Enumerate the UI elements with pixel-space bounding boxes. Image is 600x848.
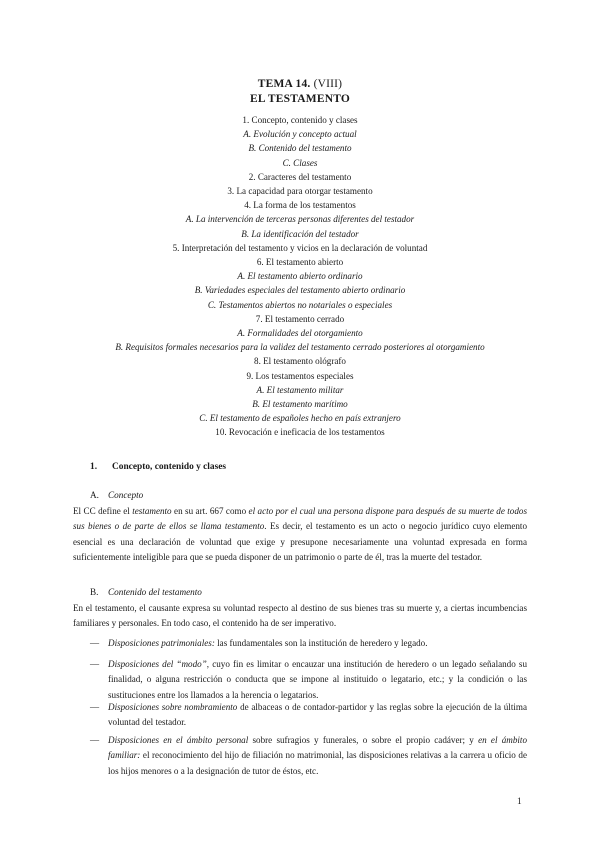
toc-subitem: A. El testamento abierto ordinario bbox=[237, 271, 363, 282]
dash-bullet: — bbox=[90, 702, 100, 712]
subsection-title: Contenido del testamento bbox=[108, 587, 202, 597]
subsection-letter: A. bbox=[90, 490, 99, 500]
toc-item: 5. Interpretación del testamento y vicios en la declaración de voluntad bbox=[172, 242, 428, 253]
bullet-italic: Disposiciones sobre nombramiento bbox=[108, 702, 238, 712]
paragraph-contenido: En el testamento, el causante expresa su voluntad respecto al destino de sus bienes tras su muerte y, a ciertas incumbencias familiares y personales. En todo caso, el contenido ha de ser imperativo. bbox=[73, 603, 527, 629]
para-text: El CC define el bbox=[73, 506, 133, 516]
title-normal: (VIII) bbox=[313, 78, 343, 90]
paragraph-concepto bbox=[73, 504, 527, 565]
toc-item: 3. La capacidad para otorgar testamento bbox=[227, 186, 373, 197]
toc-subitem: A. La intervención de terceras personas diferentes del testador bbox=[185, 214, 415, 225]
bullet-italic: Disposiciones del “modo”, bbox=[108, 659, 210, 669]
para-italic: testamento bbox=[132, 506, 172, 516]
toc-subitem: C. El testamento de españoles hecho en país extranjero bbox=[199, 413, 401, 424]
toc-item: 6. El testamento abierto bbox=[256, 257, 344, 268]
dash-bullet: — bbox=[90, 638, 100, 648]
dash-bullet: — bbox=[90, 735, 100, 745]
page-title bbox=[0, 78, 600, 90]
bullet-italic: Disposiciones patrimoniales: bbox=[108, 638, 215, 648]
bullet-text: el reconocimiento del hijo de filiación no matrimonial, las disposiciones relativas a la carrera u oficio de los hijos menores o a la designación de tutor de éstos, etc. bbox=[108, 750, 527, 776]
dash-bullet: — bbox=[90, 659, 100, 669]
table-of-contents bbox=[40, 113, 560, 440]
toc-item: 1. Concepto, contenido y clases bbox=[242, 115, 358, 125]
toc-item: 8. El testamento ológrafo bbox=[254, 356, 346, 367]
title-bold: TEMA 14. bbox=[257, 78, 311, 90]
toc-subitem: B. Variedades especiales del testamento abierto ordinario bbox=[194, 285, 406, 296]
subsection-letter: B. bbox=[90, 587, 99, 597]
list-item bbox=[90, 636, 527, 651]
toc-item: 2. Caracteres del testamento bbox=[248, 171, 352, 182]
bullet-text: sobre sufragios y funerales, o sobre el propio cadáver; y bbox=[248, 735, 479, 745]
section-heading bbox=[90, 462, 226, 472]
section-number: 1. bbox=[90, 462, 98, 472]
toc-subitem: C. Clases bbox=[282, 157, 318, 168]
toc-item: 7. El testamento cerrado bbox=[255, 313, 345, 324]
subsection-title: Concepto bbox=[108, 490, 144, 500]
bullet-italic: en el ámbito familiar: bbox=[108, 735, 527, 761]
list-item bbox=[90, 733, 527, 779]
list-item bbox=[90, 700, 527, 731]
subsection-heading-b bbox=[90, 587, 202, 597]
para-text: en su art. 667 como bbox=[171, 506, 249, 516]
toc-subitem: B. Contenido del testamento bbox=[248, 143, 352, 154]
page-subtitle: EL TESTAMENTO bbox=[249, 93, 351, 105]
bullet-text: cuyo fin es limitar o encauzar una institución de heredero o un legado señalando su finalidad, o alguna restricción o conducta que se impone al instituido o legatario, etc.; y la condición o las sustituciones entre los llamados a la herencia o legatarios. bbox=[108, 659, 528, 700]
page-number: 1 bbox=[517, 797, 522, 807]
bullet-italic: Disposiciones en el ámbito personal bbox=[108, 735, 249, 745]
subsection-heading-a bbox=[90, 490, 143, 500]
para-italic: el acto por el cual una persona dispone para después de su muerte de todos sus bienes o de parte de ellos se llama testamento bbox=[73, 506, 527, 532]
toc-item: 10. Revocación e ineficacia de los testamentos bbox=[215, 427, 385, 438]
toc-subitem: B. La identificación del testador bbox=[241, 228, 359, 239]
toc-subitem: A. Formalidades del otorgamiento bbox=[237, 328, 363, 339]
para-text: . Es decir, el testamento es un acto o negocio jurídico cuyo elemento esencial es una declaración de voluntad que exige y presupone necesariamente una voluntad expresada en forma suficientemente inteligible para que se pueda disponer de un patrimonio o parte de él, tras la muerte del testador. bbox=[73, 521, 527, 562]
toc-subitem: B. El testamento marítimo bbox=[252, 399, 348, 410]
toc-subitem: C. Testamentos abiertos no notariales o especiales bbox=[207, 299, 393, 310]
bullet-text: las fundamentales son la institución de heredero y legado. bbox=[214, 638, 428, 648]
toc-item: 9. Los testamentos especiales bbox=[246, 370, 354, 381]
list-item bbox=[90, 657, 527, 703]
toc-subitem: A. Evolución y concepto actual bbox=[243, 129, 357, 140]
bullet-text: de albaceas o de contador-partidor y las reglas sobre la ejecución de la última voluntad del testador. bbox=[108, 702, 527, 728]
toc-subitem: A. El testamento militar bbox=[256, 384, 344, 395]
toc-item: 4. La forma de los testamentos bbox=[244, 200, 356, 211]
section-title: Concepto, contenido y clases bbox=[112, 462, 227, 472]
toc-subitem: B. Requisitos formales necesarios para la validez del testamento cerrado posteriores al otorgamiento bbox=[115, 342, 485, 353]
